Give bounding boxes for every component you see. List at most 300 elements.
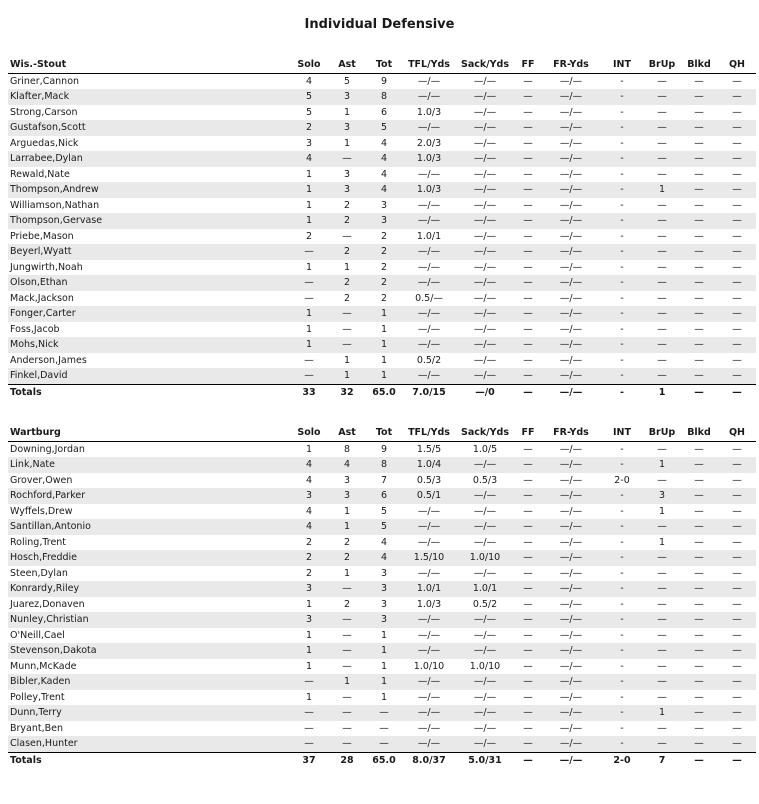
stat-cell: — xyxy=(523,230,533,242)
column-header: QH xyxy=(718,57,756,73)
player-name: Downing,Jordan xyxy=(10,443,85,455)
stat-cell: 0.5/— xyxy=(415,292,443,304)
stat-cell: —/— xyxy=(417,75,441,87)
stat-cell: —/— xyxy=(559,261,583,273)
stat-cell: — xyxy=(523,660,533,672)
stat-cell: —/— xyxy=(473,354,497,366)
stat-cell: —/— xyxy=(402,368,456,384)
player-name: O'Neill,Cael xyxy=(10,629,65,641)
player-row xyxy=(8,275,756,291)
stat-cell: — xyxy=(680,182,718,198)
table-header-row xyxy=(8,57,756,73)
stat-cell: - xyxy=(600,306,644,322)
stat-cell: — xyxy=(290,275,328,291)
stat-cell: — xyxy=(644,213,680,229)
stat-cell: 1 xyxy=(380,691,388,703)
stat-cell: —/— xyxy=(473,230,497,242)
stat-cell: 5 xyxy=(380,505,388,517)
stat-cell: — xyxy=(732,168,742,180)
stat-cell: — xyxy=(732,598,742,610)
stat-cell: —/— xyxy=(473,722,497,734)
stat-cell: —/— xyxy=(542,244,600,260)
stat-cell: — xyxy=(304,354,314,366)
player-row xyxy=(8,105,756,121)
stat-cell: - xyxy=(600,705,644,721)
stat-cell: — xyxy=(523,261,533,273)
stat-cell: 1 xyxy=(366,674,402,690)
stat-cell: 9 xyxy=(380,443,388,455)
stat-cell: — xyxy=(694,323,704,335)
player-row xyxy=(8,291,756,307)
table-header-row xyxy=(8,425,756,441)
player-name: Foss,Jacob xyxy=(10,323,60,335)
stat-cell: — xyxy=(694,199,704,211)
stat-cell: —/— xyxy=(417,629,441,641)
stat-cell: 2 xyxy=(366,244,402,260)
stat-cell: 2.0/3 xyxy=(416,137,442,149)
stat-cell: — xyxy=(732,474,742,486)
stat-cell: — xyxy=(694,691,704,703)
player-name: Gustafson,Scott xyxy=(8,120,290,136)
total-cell: 37 xyxy=(290,752,328,768)
stat-cell: —/— xyxy=(473,106,497,118)
stat-cell: 2 xyxy=(328,275,366,291)
stat-cell: - xyxy=(600,368,644,384)
stat-cell: 1 xyxy=(305,199,313,211)
team-defense-table-wis-stout xyxy=(8,57,756,400)
stat-cell: —/— xyxy=(542,488,600,504)
player-row xyxy=(8,306,756,322)
stat-cell: - xyxy=(600,120,644,136)
stat-cell: —/— xyxy=(559,168,583,180)
stat-cell: - xyxy=(620,598,624,610)
stat-cell: —/— xyxy=(542,581,600,597)
stat-cell: — xyxy=(732,443,742,455)
stat-cell: 1.5/10 xyxy=(402,550,456,566)
stat-cell: 4 xyxy=(366,151,402,167)
stat-cell: — xyxy=(694,261,704,273)
stat-cell: — xyxy=(514,612,542,628)
player-name: Beyerl,Wyatt xyxy=(8,244,290,260)
stat-cell: — xyxy=(718,337,756,353)
player-row xyxy=(8,550,756,566)
player-row xyxy=(8,488,756,504)
stat-cell: 7 xyxy=(380,474,388,486)
player-row xyxy=(8,213,756,229)
stat-cell: —/— xyxy=(402,643,456,659)
stat-cell: 1.0/10 xyxy=(469,660,501,672)
stat-cell: — xyxy=(514,120,542,136)
stat-cell: - xyxy=(620,199,624,211)
player-name: Bibler,Kaden xyxy=(8,674,290,690)
player-row xyxy=(8,322,756,338)
stat-cell: —/— xyxy=(473,137,497,149)
stat-cell: — xyxy=(514,337,542,353)
stat-cell: — xyxy=(657,168,667,180)
stat-cell: 2 xyxy=(328,213,366,229)
stat-cell: - xyxy=(620,106,624,118)
player-row xyxy=(8,353,756,369)
stat-cell: 1 xyxy=(328,674,366,690)
stat-cell: - xyxy=(600,519,644,535)
stat-cell: — xyxy=(732,354,742,366)
player-name: Arguedas,Nick xyxy=(10,137,79,149)
stat-cell: —/— xyxy=(456,306,514,322)
stat-cell: — xyxy=(657,75,667,87)
stat-cell: 0.5/3 xyxy=(472,474,498,486)
stat-cell: —/— xyxy=(417,505,441,517)
stat-cell: — xyxy=(657,230,667,242)
stat-cell: 1 xyxy=(290,643,328,659)
stat-cell: 6 xyxy=(366,488,402,504)
stat-cell: 3 xyxy=(328,120,366,136)
stat-cell: 1.0/10 xyxy=(456,550,514,566)
stat-cell: 4 xyxy=(305,505,313,517)
stat-cell: —/— xyxy=(456,368,514,384)
player-row xyxy=(8,566,756,582)
stat-cell: —/— xyxy=(559,474,583,486)
stat-cell: — xyxy=(342,230,352,242)
stat-cell: — xyxy=(680,705,718,721)
column-header: Tot xyxy=(366,57,402,73)
stat-cell: 9 xyxy=(380,75,388,87)
stat-cell: 1 xyxy=(343,261,351,273)
total-cell: 2-0 xyxy=(600,752,644,768)
stat-cell: —/— xyxy=(473,199,497,211)
stat-cell: — xyxy=(680,519,718,535)
stat-cell: — xyxy=(523,106,533,118)
stat-cell: 1 xyxy=(305,629,313,641)
stat-cell: — xyxy=(680,368,718,384)
stat-cell: — xyxy=(523,567,533,579)
player-name: Bryant,Ben xyxy=(10,722,64,734)
stat-cell: — xyxy=(694,536,704,548)
stat-cell: —/— xyxy=(456,643,514,659)
player-name: Griner,Cannon xyxy=(10,75,80,87)
stat-cell: 1 xyxy=(366,337,402,353)
stat-cell: - xyxy=(620,443,624,455)
stat-cell: — xyxy=(523,722,533,734)
stat-cell: 0.5/2 xyxy=(416,354,442,366)
stat-cell: — xyxy=(514,705,542,721)
player-name: Clasen,Hunter xyxy=(8,736,290,752)
stat-cell: — xyxy=(514,151,542,167)
totals-label: Totals xyxy=(8,752,290,768)
player-row xyxy=(8,612,756,628)
stat-cell: —/— xyxy=(456,213,514,229)
stat-cell: 1 xyxy=(658,505,666,517)
player-row xyxy=(8,198,756,214)
stat-cell: —/— xyxy=(559,75,583,87)
stat-cell: 2 xyxy=(343,199,351,211)
stat-cell: — xyxy=(644,736,680,752)
stat-cell: — xyxy=(694,354,704,366)
stat-cell: 2 xyxy=(366,275,402,291)
stat-cell: —/— xyxy=(559,230,583,242)
stat-cell: —/— xyxy=(542,213,600,229)
stat-cell: 1 xyxy=(644,457,680,473)
stat-cell: — xyxy=(718,213,756,229)
stat-cell: 1.0/1 xyxy=(402,581,456,597)
stat-cell: — xyxy=(342,722,352,734)
stat-cell: — xyxy=(523,292,533,304)
stat-cell: —/— xyxy=(559,722,583,734)
stat-cell: — xyxy=(514,643,542,659)
stat-cell: — xyxy=(657,106,667,118)
player-name: Mack,Jackson xyxy=(10,292,74,304)
column-header: INT xyxy=(600,57,644,73)
stat-cell: — xyxy=(694,137,704,149)
stat-cell: — xyxy=(657,629,667,641)
stat-cell: —/— xyxy=(473,536,497,548)
player-name: Dunn,Terry xyxy=(8,705,290,721)
player-name: Thompson,Gervase xyxy=(8,213,290,229)
stat-cell: - xyxy=(620,536,624,548)
stat-cell: — xyxy=(328,337,366,353)
stat-cell: — xyxy=(514,581,542,597)
stat-cell: —/— xyxy=(456,244,514,260)
stat-cell: — xyxy=(694,168,704,180)
player-row xyxy=(8,705,756,721)
stat-cell: — xyxy=(514,244,542,260)
player-name: Thompson,Andrew xyxy=(8,182,290,198)
stat-cell: —/— xyxy=(417,199,441,211)
stat-cell: —/— xyxy=(417,567,441,579)
player-row xyxy=(8,151,756,167)
stat-cell: —/— xyxy=(542,151,600,167)
totals-row xyxy=(8,384,756,400)
stat-cell: 4 xyxy=(290,151,328,167)
stat-cell: —/— xyxy=(402,89,456,105)
total-cell: 7 xyxy=(644,752,680,768)
stat-cell: — xyxy=(680,643,718,659)
player-row xyxy=(8,73,756,89)
stat-cell: —/— xyxy=(456,519,514,535)
stat-cell: 1 xyxy=(328,368,366,384)
stat-cell: — xyxy=(680,674,718,690)
stat-cell: — xyxy=(523,75,533,87)
stat-cell: —/— xyxy=(542,275,600,291)
stat-cell: - xyxy=(620,230,624,242)
stat-cell: — xyxy=(732,261,742,273)
stat-cell: — xyxy=(328,643,366,659)
stat-cell: 1 xyxy=(290,213,328,229)
stat-cell: — xyxy=(718,643,756,659)
stat-cell: - xyxy=(620,323,624,335)
stat-cell: - xyxy=(620,75,624,87)
stat-cell: —/— xyxy=(473,75,497,87)
player-row xyxy=(8,229,756,245)
stat-cell: 1 xyxy=(290,182,328,198)
player-row xyxy=(8,260,756,276)
stat-cell: - xyxy=(620,354,624,366)
player-name: Grover,Owen xyxy=(10,474,73,486)
stat-cell: —/— xyxy=(456,337,514,353)
stat-cell: —/— xyxy=(473,629,497,641)
player-row xyxy=(8,182,756,198)
stat-cell: - xyxy=(620,660,624,672)
stat-cell: 3 xyxy=(328,488,366,504)
stat-cell: - xyxy=(620,691,624,703)
player-name: Link,Nate xyxy=(8,457,290,473)
player-name: Williamson,Nathan xyxy=(10,199,100,211)
stat-cell: — xyxy=(732,106,742,118)
stat-cell: — xyxy=(644,581,680,597)
stat-cell: —/— xyxy=(473,691,497,703)
stat-cell: — xyxy=(680,244,718,260)
stat-cell: 2 xyxy=(343,292,351,304)
stat-cell: — xyxy=(718,275,756,291)
stat-cell: 4 xyxy=(380,168,388,180)
total-cell: 5.0/31 xyxy=(456,752,514,768)
stat-cell: —/— xyxy=(559,536,583,548)
column-header: Blkd xyxy=(680,57,718,73)
stat-cell: — xyxy=(657,443,667,455)
stat-cell: — xyxy=(657,323,667,335)
stat-cell: 5 xyxy=(290,89,328,105)
stat-cell: —/— xyxy=(542,550,600,566)
total-cell: — xyxy=(514,752,542,768)
stat-cell: — xyxy=(644,89,680,105)
stat-cell: - xyxy=(600,337,644,353)
player-name: Anderson,James xyxy=(10,354,87,366)
stat-cell: — xyxy=(694,567,704,579)
stat-cell: — xyxy=(328,306,366,322)
stat-cell: — xyxy=(644,151,680,167)
player-row xyxy=(8,457,756,473)
stat-cell: 1 xyxy=(343,567,351,579)
stat-cell: 1 xyxy=(290,306,328,322)
player-row xyxy=(8,504,756,520)
stat-cell: 3 xyxy=(290,488,328,504)
player-row xyxy=(8,736,756,752)
stat-cell: —/— xyxy=(417,168,441,180)
stat-cell: — xyxy=(328,612,366,628)
stat-cell: - xyxy=(600,550,644,566)
stat-cell: 3 xyxy=(644,488,680,504)
stat-cell: — xyxy=(732,629,742,641)
stat-cell: — xyxy=(718,581,756,597)
stat-cell: 0.5/1 xyxy=(402,488,456,504)
stat-cell: 3 xyxy=(305,137,313,149)
stat-cell: —/— xyxy=(542,612,600,628)
stat-cell: — xyxy=(514,182,542,198)
stat-cell: 2 xyxy=(380,292,388,304)
stat-cell: — xyxy=(657,722,667,734)
stat-cell: - xyxy=(600,674,644,690)
stat-cell: —/— xyxy=(559,505,583,517)
stat-cell: — xyxy=(732,199,742,211)
player-row xyxy=(8,136,756,152)
stat-cell: 2-0 xyxy=(614,474,630,486)
stat-cell: — xyxy=(718,612,756,628)
stat-cell: —/— xyxy=(542,519,600,535)
stat-cell: —/— xyxy=(542,182,600,198)
stat-cell: — xyxy=(342,691,352,703)
stat-cell: — xyxy=(644,643,680,659)
total-cell: 28 xyxy=(328,752,366,768)
stat-cell: —/— xyxy=(456,705,514,721)
stat-cell: — xyxy=(732,230,742,242)
stat-cell: — xyxy=(379,722,389,734)
total-cell: 8.0/37 xyxy=(402,752,456,768)
player-row xyxy=(8,473,756,489)
player-row xyxy=(8,721,756,737)
stat-cell: — xyxy=(328,151,366,167)
stat-cell: —/— xyxy=(417,261,441,273)
stat-cell: — xyxy=(342,629,352,641)
stat-cell: 5 xyxy=(343,75,351,87)
stat-cell: 1 xyxy=(343,137,351,149)
total-cell: 65.0 xyxy=(366,384,402,400)
stat-cell: 1 xyxy=(380,629,388,641)
stat-cell: — xyxy=(514,457,542,473)
stat-cell: 2 xyxy=(305,567,313,579)
stat-cell: —/— xyxy=(402,120,456,136)
stat-cell: —/— xyxy=(559,354,583,366)
stat-cell: — xyxy=(680,550,718,566)
stat-cell: 4 xyxy=(366,550,402,566)
stat-cell: —/— xyxy=(456,89,514,105)
stat-cell: — xyxy=(304,292,314,304)
stat-cell: — xyxy=(732,722,742,734)
stat-cell: — xyxy=(718,705,756,721)
stat-cell: —/— xyxy=(542,306,600,322)
stat-cell: - xyxy=(600,488,644,504)
stat-cell: - xyxy=(600,457,644,473)
stat-cell: 1 xyxy=(305,261,313,273)
stat-cell: 2 xyxy=(380,261,388,273)
stat-cell: —/— xyxy=(402,213,456,229)
stat-cell: —/— xyxy=(559,629,583,641)
stat-cell: —/— xyxy=(542,643,600,659)
stat-cell: — xyxy=(732,691,742,703)
stat-cell: — xyxy=(342,660,352,672)
stat-cell: 1 xyxy=(366,306,402,322)
stat-cell: — xyxy=(657,598,667,610)
stat-cell: — xyxy=(644,519,680,535)
stat-cell: — xyxy=(514,306,542,322)
player-name: Stevenson,Dakota xyxy=(8,643,290,659)
page-title: Individual Defensive xyxy=(304,17,455,32)
stat-cell: 3 xyxy=(343,474,351,486)
stat-cell: - xyxy=(620,567,624,579)
stat-cell: 4 xyxy=(290,457,328,473)
stat-cell: — xyxy=(718,120,756,136)
stat-cell: 1 xyxy=(305,691,313,703)
player-row xyxy=(8,89,756,105)
stat-cell: — xyxy=(657,660,667,672)
total-cell: — xyxy=(718,384,756,400)
stat-cell: — xyxy=(680,213,718,229)
stat-cell: — xyxy=(732,75,742,87)
stat-cell: — xyxy=(694,598,704,610)
stat-cell: —/— xyxy=(559,323,583,335)
stat-cell: —/— xyxy=(456,120,514,136)
stat-cell: — xyxy=(657,261,667,273)
stat-cell: —/— xyxy=(417,536,441,548)
stat-cell: 4 xyxy=(305,75,313,87)
total-cell: 1 xyxy=(644,384,680,400)
stat-cell: — xyxy=(644,306,680,322)
total-cell: —/0 xyxy=(456,384,514,400)
stat-cell: — xyxy=(514,488,542,504)
stat-cell: 1 xyxy=(366,643,402,659)
stat-cell: — xyxy=(514,275,542,291)
stat-cell: — xyxy=(328,736,366,752)
player-name: Roling,Trent xyxy=(10,536,67,548)
total-cell: 7.0/15 xyxy=(402,384,456,400)
